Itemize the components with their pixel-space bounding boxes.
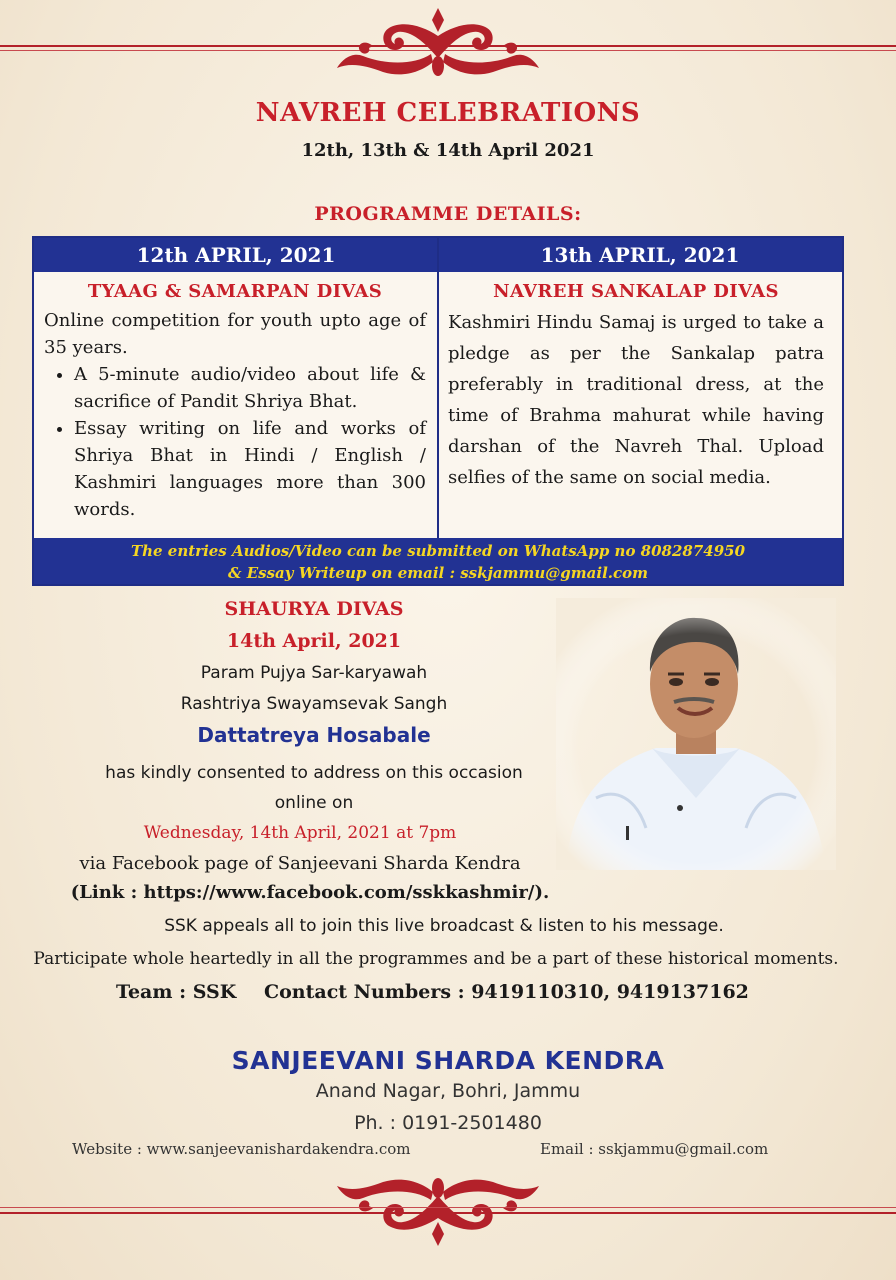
website-link[interactable]: Website : www.sanjeevanishardakendra.com <box>72 1140 411 1158</box>
online-on: online on <box>274 793 354 813</box>
day-13-heading: NAVREH SANKALAP DIVAS <box>493 281 779 302</box>
date-header-13: 13th APRIL, 2021 <box>540 243 740 267</box>
list-item: • Essay writing on life and works of Shriya Bhat in Hindi / English / Kashmiri languages more than 300 words. <box>74 415 426 523</box>
list-item: • A 5-minute audio/video about life & sacrifice of Pandit Shriya Bhat. <box>74 361 426 415</box>
speaker-title: Param Pujya Sar-karyawah <box>200 663 428 683</box>
column-divider <box>437 238 439 538</box>
speaker-photo <box>556 598 836 870</box>
submission-note-line2: & Essay Writeup on email : sskjammu@gmail.com <box>227 564 649 582</box>
facebook-link[interactable]: (Link : https://www.facebook.com/sskkashmir/). <box>70 882 550 903</box>
shaurya-heading: SHAURYA DIVAS <box>224 598 404 620</box>
speaker-org: Rashtriya Swayamsevak Sangh <box>180 694 448 714</box>
date-header-12: 12th APRIL, 2021 <box>136 243 336 267</box>
day-13-body: Kashmiri Hindu Samaj is urged to take a pledge as per the Sankalap patra preferably in traditional dress, at the time of Brahma mahurat while having darshan of the Navreh Thal. Upload selfies of the same on social media. <box>448 312 824 488</box>
programme-heading: PROGRAMME DETAILS: <box>314 203 582 225</box>
facebook-note: via Facebook page of Sanjeevani Sharda Kendra <box>79 853 521 874</box>
top-ornament-icon <box>333 6 543 86</box>
address-note: has kindly consented to address on this occasion <box>105 763 523 783</box>
contact-numbers: Contact Numbers : 9419110310, 9419137162 <box>264 981 749 1003</box>
organization-address: Anand Nagar, Bohri, Jammu <box>315 1080 581 1102</box>
submission-note <box>34 538 842 584</box>
bottom-ornament-icon <box>333 1168 543 1248</box>
bottom-border-line <box>0 1212 896 1214</box>
day-12-heading: TYAAG & SAMARPAN DIVAS <box>87 281 383 302</box>
submission-note-line1: The entries Audios/Video can be submitted on WhatsApp no 8082874950 <box>130 542 746 560</box>
day-12-bullets <box>44 361 426 523</box>
day-12-details <box>44 278 426 523</box>
speaker-name: Dattatreya Hosabale <box>197 723 431 747</box>
team-label: Team : SSK <box>116 981 237 1003</box>
broadcast-time: Wednesday, 14th April, 2021 at 7pm <box>143 823 457 843</box>
organization-name: SANJEEVANI SHARDA KENDRA <box>231 1046 665 1075</box>
email-link[interactable]: Email : sskjammu@gmail.com <box>540 1140 769 1158</box>
appeal-line1: SSK appeals all to join this live broadcast & listen to his message. <box>164 916 724 936</box>
event-title: NAVREH CELEBRATIONS <box>255 98 641 128</box>
day-13-details <box>448 278 824 493</box>
event-dates: 12th, 13th & 14th April 2021 <box>301 140 595 161</box>
organization-phone: Ph. : 0191-2501480 <box>354 1112 542 1134</box>
shaurya-date: 14th April, 2021 <box>226 630 402 652</box>
day-12-intro: Online competition for youth upto age of 35 years. <box>44 310 426 358</box>
programme-table <box>32 236 844 586</box>
bottom-border-line-inner <box>0 1207 896 1208</box>
appeal-line2: Participate whole heartedly in all the programmes and be a part of these historical moments. <box>33 949 839 969</box>
